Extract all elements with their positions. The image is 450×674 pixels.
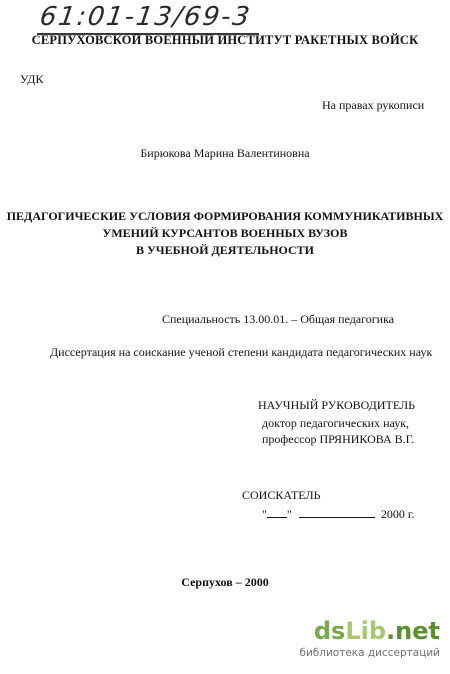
watermark-logo-ds: ds: [313, 617, 346, 645]
watermark-logo-net: .net: [386, 617, 440, 645]
date-year: 2000 г.: [380, 507, 415, 521]
watermark-logo-lib: Lib: [345, 617, 387, 645]
rights-notice: На правах рукописи: [322, 98, 425, 112]
supervisor-heading: НАУЧНЫЙ РУКОВОДИТЕЛЬ: [258, 398, 416, 412]
title-line-2: УМЕНИЙ КУРСАНТОВ ВОЕННЫХ ВУЗОВ: [102, 226, 348, 240]
title-line-1: ПЕДАГОГИЧЕСКИЕ УСЛОВИЯ ФОРМИРОВАНИЯ КОММУНИКАТИВНЫХ: [6, 209, 444, 223]
institute-name: СЕРПУХОВСКОЙ ВОЕННЫЙ ИНСТИТУТ РАКЕТНЫХ ВОЙСК: [31, 33, 419, 47]
day-blank: [267, 506, 287, 518]
handwritten-catalog-code: 61:01-13/69-3: [37, 2, 254, 32]
specialty-line: Специальность 13.00.01. – Общая педагогика: [162, 312, 395, 326]
title-line-3: В УЧЕБНОЙ ДЕЯТЕЛЬНОСТИ: [135, 243, 315, 257]
month-blank: [299, 506, 375, 518]
author-name: Бирюкова Марина Валентиновна: [140, 146, 310, 160]
watermark: [299, 618, 440, 660]
date-open-quote: ": [262, 507, 267, 521]
udk-label: УДК: [20, 72, 44, 86]
signature-date-line: [262, 506, 414, 522]
city-year: Серпухов – 2000: [181, 575, 269, 589]
applicant-heading: СОИСКАТЕЛЬ: [242, 488, 321, 502]
watermark-logo: [299, 618, 440, 644]
watermark-subtitle: библиотека диссертаций: [299, 647, 440, 659]
date-close-quote: ": [286, 507, 292, 521]
supervisor-degree: доктор педагогических наук,: [262, 416, 410, 430]
dissertation-title: [0, 208, 450, 259]
supervisor-name: профессор ПРЯНИКОВА В.Г.: [262, 432, 415, 446]
degree-statement: Диссертация на соискание ученой степени кандидата педагогических наук: [50, 345, 433, 359]
